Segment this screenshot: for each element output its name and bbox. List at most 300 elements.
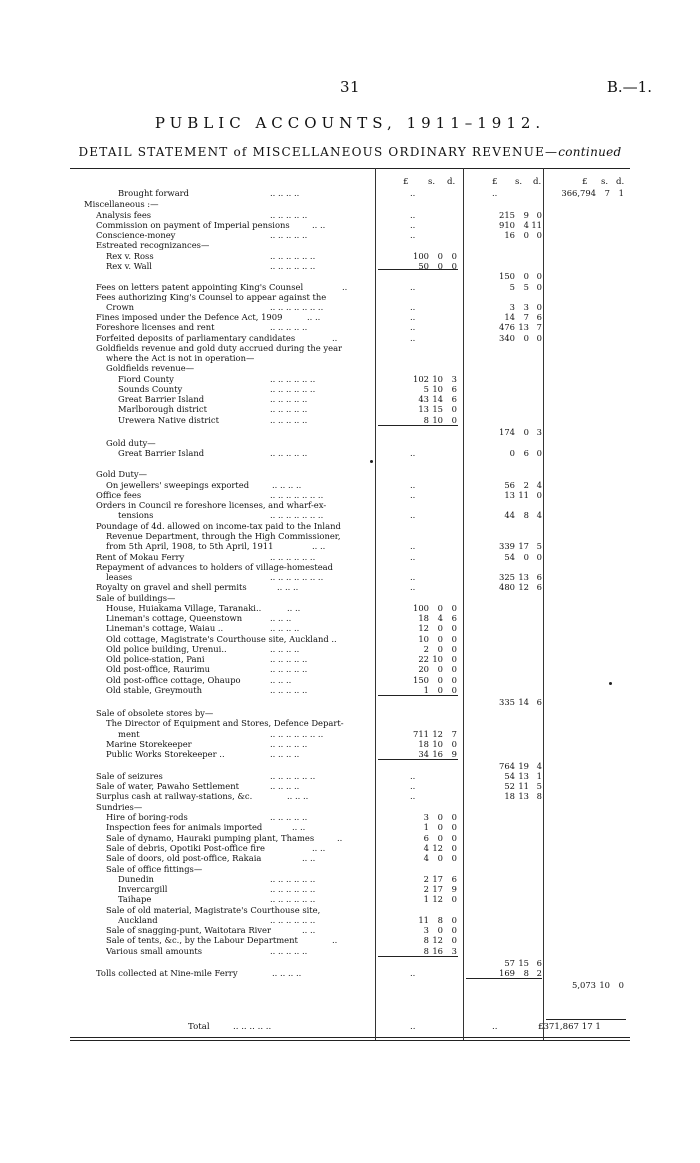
row-label: Brought forward (118, 188, 190, 198)
col2-pounds: 56 (504, 480, 515, 490)
row-label: Various small amounts (106, 946, 203, 956)
col1-pounds: 2 (423, 874, 429, 884)
col1-pence: 0 (451, 812, 457, 822)
col1-dots: .. (410, 510, 416, 520)
col1-pence: 0 (451, 654, 457, 664)
row-label: leases (106, 572, 133, 582)
col2-pence: 6 (536, 582, 542, 592)
col1-pounds: 18 (418, 613, 429, 623)
col2-shillings: 8 (523, 968, 529, 978)
col1-pounds: 34 (418, 749, 429, 759)
col2-pounds: 764 (499, 761, 515, 771)
col2-pounds: 480 (499, 582, 515, 592)
col1-pence: 0 (451, 675, 457, 685)
col1-pounds: 8 (423, 415, 429, 425)
table-row (0, 343, 700, 353)
col1-pounds: 13 (418, 404, 429, 414)
col1-shillings: 8 (437, 915, 443, 925)
leader-dots: .. .. .. .. (270, 781, 300, 791)
col1-pounds-header: £ (403, 177, 409, 187)
col3-pence: 0 (618, 980, 624, 990)
col1-dots: .. (410, 572, 416, 582)
leader-dots: .. .. (302, 925, 316, 935)
col1-shillings: 0 (437, 853, 443, 863)
row-label: Sale of doors, old post-office, Rakaia (106, 853, 262, 863)
col2-dots: .. (492, 188, 498, 198)
col2-shillings: 4 (523, 220, 529, 230)
col1-pounds: 11 (418, 915, 429, 925)
col2-pence: 0 (536, 230, 542, 240)
col2-pence: 3 (536, 427, 542, 437)
col1-pence: 0 (451, 404, 457, 414)
row-label: Fees authorizing King's Counsel to appear against the (96, 292, 327, 302)
leader-dots: .. .. .. .. (270, 749, 300, 759)
col2-shillings: 13 (518, 572, 529, 582)
leader-dots: .. .. (312, 843, 326, 853)
col1-dots: .. (410, 188, 416, 198)
col1-pence: 9 (451, 749, 457, 759)
col1-pence: 0 (451, 634, 457, 644)
col1-pounds: 50 (418, 261, 429, 271)
table-row (0, 812, 700, 822)
col2-pence: 6 (536, 312, 542, 322)
leader-dots: .. .. (292, 822, 306, 832)
col1-pounds: 18 (418, 739, 429, 749)
table-row (0, 822, 700, 832)
col1-dots: .. (410, 771, 416, 781)
table-row (0, 644, 700, 654)
col1-dots: .. (410, 781, 416, 791)
col1-pence: 0 (451, 261, 457, 271)
col2-shillings: 0 (523, 230, 529, 240)
table-row (0, 322, 700, 332)
row-label: Public Works Storekeeper .. (106, 749, 225, 759)
col1-pounds: 102 (413, 374, 429, 384)
col2-pence: 5 (536, 781, 542, 791)
table-row (0, 634, 700, 644)
col2-pence: 11 (531, 220, 542, 230)
col3-pounds: 5,073 (572, 980, 596, 990)
col2-shillings: 14 (518, 697, 529, 707)
col3-pence-header: d. (616, 177, 625, 187)
table-row (0, 958, 700, 968)
row-label: Forfeited deposits of parliamentary candidates (96, 333, 296, 343)
table-row (0, 874, 700, 884)
page-number: 31 (339, 78, 361, 96)
col2-pence: 0 (536, 302, 542, 312)
row-label: Sale of buildings— (96, 593, 176, 603)
total-label: Total (188, 1022, 210, 1032)
leader-dots: .. .. .. .. .. (270, 415, 308, 425)
table-row (0, 925, 700, 935)
col2-pence: 0 (536, 490, 542, 500)
col2-shillings: 9 (523, 210, 529, 220)
table-row (0, 968, 700, 978)
table-row (0, 427, 700, 437)
table-row (0, 718, 700, 728)
col1-pounds: 2 (423, 884, 429, 894)
row-label: Sale of tents, &c., by the Labour Department (106, 935, 298, 945)
table-row (0, 271, 700, 281)
col1-pence: 0 (451, 739, 457, 749)
col1-pence: 0 (451, 623, 457, 633)
row-label: House, Huiakama Village, Taranaki.. (106, 603, 262, 613)
col2-pounds-header: £ (492, 177, 498, 187)
row-label: Old post-office, Raurimu (106, 664, 211, 674)
col1-pounds: 8 (423, 935, 429, 945)
col2-pounds: 14 (504, 312, 515, 322)
row-label: Sale of seizures (96, 771, 163, 781)
col2-pence: 4 (536, 510, 542, 520)
col1-shillings: 0 (437, 822, 443, 832)
col1-dots: .. (410, 480, 416, 490)
col1-pence: 7 (451, 729, 457, 739)
col1-pence: 0 (451, 833, 457, 843)
col2-shillings: 11 (518, 490, 529, 500)
row-label: Sale of dynamo, Hauraki pumping plant, Thames (106, 833, 315, 843)
col1-shillings: 10 (432, 374, 443, 384)
col2-shillings: 7 (523, 312, 529, 322)
col1-shillings: 10 (432, 384, 443, 394)
table-row (0, 363, 700, 373)
row-label: Surplus cash at railway-stations, &c. (96, 791, 253, 801)
leader-dots: .. .. .. .. .. .. .. (270, 729, 324, 739)
col1-shillings: 0 (437, 685, 443, 695)
table-row (0, 240, 700, 250)
col1-shillings: 0 (437, 812, 443, 822)
table-row (0, 905, 700, 915)
row-label: Dunedin (118, 874, 154, 884)
col1-pounds: 22 (418, 654, 429, 664)
row-label: Old post-office cottage, Ohaupo (106, 675, 241, 685)
col1-dots: .. (410, 448, 416, 458)
table-row (0, 220, 700, 230)
row-label: Old police-station, Pani (106, 654, 205, 664)
row-label: Rex v. Ross (106, 251, 154, 261)
col1-pounds: 1 (423, 894, 429, 904)
row-label: Crown (106, 302, 135, 312)
col2-pence: 0 (536, 282, 542, 292)
row-label: Fines imposed under the Defence Act, 1909 (96, 312, 283, 322)
col1-dots: .. (410, 302, 416, 312)
col1-dots: .. (410, 541, 416, 551)
col1-pence-header: d. (447, 177, 456, 187)
col1-shillings: 0 (437, 603, 443, 613)
col1-pounds: 100 (413, 251, 429, 261)
leader-dots: .. .. .. (270, 675, 292, 685)
table-row (0, 438, 700, 448)
table-row (0, 946, 700, 956)
row-label: Invercargill (118, 884, 168, 894)
table-row (0, 469, 700, 479)
col1-dots: .. (410, 230, 416, 240)
table-row (0, 510, 700, 520)
leader-dots: .. .. .. .. .. .. .. (270, 572, 324, 582)
table-row (0, 572, 700, 582)
table-row (0, 664, 700, 674)
col2-pounds: 13 (504, 490, 515, 500)
col2-shillings: 0 (523, 552, 529, 562)
row-label: Fiord County (118, 374, 174, 384)
col2-pounds: 910 (499, 220, 515, 230)
subtitle-continued: continued (558, 145, 622, 159)
leader-dots: .. .. .. .. .. (270, 322, 308, 332)
row-label: Goldfields revenue— (106, 363, 195, 373)
leader-dots: .. .. .. .. (270, 623, 300, 633)
col2-pounds: 18 (504, 791, 515, 801)
table-row (0, 261, 700, 271)
col1-pence: 0 (451, 685, 457, 695)
table-row (0, 552, 700, 562)
row-label: Revenue Department, through the High Commissioner, (106, 531, 341, 541)
col2-pence: 4 (536, 761, 542, 771)
col1-pounds: 2 (423, 644, 429, 654)
col1-shillings: 10 (432, 739, 443, 749)
row-label: Analysis fees (96, 210, 152, 220)
col1-pounds: 3 (423, 925, 429, 935)
leader-dots: .. .. .. .. .. (270, 812, 308, 822)
table-row (0, 708, 700, 718)
leader-dots: .. .. .. .. (272, 480, 302, 490)
leader-dots: .. .. .. .. .. .. (270, 894, 316, 904)
col2-shillings: 17 (518, 541, 529, 551)
table-row (0, 404, 700, 414)
table-row (0, 833, 700, 843)
table-row (0, 884, 700, 894)
col2-shillings: 13 (518, 791, 529, 801)
col2-pence-header: d. (533, 177, 542, 187)
table-row (0, 210, 700, 220)
col1-shillings: 10 (432, 654, 443, 664)
row-label: Gold duty— (106, 438, 156, 448)
table-row (0, 490, 700, 500)
col1-pence: 0 (451, 251, 457, 261)
col2-pounds: 335 (499, 697, 515, 707)
col1-shillings: 12 (432, 935, 443, 945)
col1-dots: .. (410, 220, 416, 230)
leader-dots: .. .. .. .. (270, 188, 300, 198)
col1-pounds: 4 (423, 853, 429, 863)
row-label: On jewellers' sweepings exported (106, 480, 250, 490)
table-row (0, 729, 700, 739)
col1-pence: 6 (451, 384, 457, 394)
table-row (0, 675, 700, 685)
leader-dots: .. .. .. .. .. .. (270, 915, 316, 925)
leader-dots: .. .. .. .. .. .. .. (270, 510, 324, 520)
row-label: Great Barrier Island (118, 394, 205, 404)
leader-dots: .. .. .. .. .. (270, 685, 308, 695)
col2-pence: 5 (536, 541, 542, 551)
leader-dots: .. .. .. .. .. .. .. (270, 490, 324, 500)
col2-shillings: 3 (523, 302, 529, 312)
col2-pounds: 52 (504, 781, 515, 791)
col1-pounds: 1 (423, 685, 429, 695)
table-row (0, 864, 700, 874)
leader-dots: .. .. .. .. .. .. (270, 552, 316, 562)
col2-pounds: 57 (504, 958, 515, 968)
col3-pounds-header: £ (582, 177, 588, 187)
col1-pence: 0 (451, 664, 457, 674)
leader-dots: .. .. .. .. .. .. (270, 374, 316, 384)
col1-pounds: 10 (418, 634, 429, 644)
col1-pence: 3 (451, 374, 457, 384)
col1-pence: 6 (451, 613, 457, 623)
col1-pence: 0 (451, 853, 457, 863)
col2-pounds: 16 (504, 230, 515, 240)
table-row (0, 312, 700, 322)
table-row (0, 603, 700, 613)
col1-dots: .. (410, 791, 416, 801)
col2-pounds: 5 (509, 282, 515, 292)
row-label: Taihape (118, 894, 152, 904)
table-row (0, 353, 700, 363)
col2-pence: 6 (536, 697, 542, 707)
row-label: Tolls collected at Nine-mile Ferry (96, 968, 238, 978)
table-row (0, 384, 700, 394)
row-label: Estreated recognizances— (96, 240, 210, 250)
leader-dots: .. .. .. .. .. .. (270, 771, 316, 781)
col1-dots: .. (410, 582, 416, 592)
leader-dots: .. .. .. .. .. (270, 946, 308, 956)
col1-pence: 6 (451, 394, 457, 404)
document-reference: B.—1. (606, 78, 652, 96)
table-row (0, 915, 700, 925)
col2-pence: 0 (536, 448, 542, 458)
col2-shillings: 6 (523, 448, 529, 458)
col2-pence: 6 (536, 572, 542, 582)
col2-pounds: 325 (499, 572, 515, 582)
col2-pounds: 476 (499, 322, 515, 332)
total-col2-dots: .. (492, 1022, 498, 1032)
leader-dots: .. .. (302, 853, 316, 863)
col1-pence: 0 (451, 843, 457, 853)
col3-shillings-header: s. (601, 177, 609, 187)
leader-dots: .. .. .. .. .. .. .. (270, 302, 324, 312)
col2-shillings: 8 (523, 510, 529, 520)
table-row (0, 541, 700, 551)
col2-pounds: 44 (504, 510, 515, 520)
table-row (0, 843, 700, 853)
table-row (0, 448, 700, 458)
col1-dots: .. (410, 968, 416, 978)
table-row (0, 739, 700, 749)
col2-shillings: 5 (523, 282, 529, 292)
col1-dots: .. (410, 322, 416, 332)
col1-shillings: 16 (432, 946, 443, 956)
leader-dots: .. .. .. .. (272, 968, 302, 978)
col3-shillings: 7 (604, 188, 610, 198)
col1-pounds: 4 (423, 843, 429, 853)
col1-shillings: 0 (437, 623, 443, 633)
col2-shillings: 2 (523, 480, 529, 490)
total-leader: .. .. .. .. .. (233, 1022, 272, 1032)
row-label: Hire of boring-rods (106, 812, 188, 822)
col1-pence: 0 (451, 894, 457, 904)
grand-total: £371,867 17 1 (538, 1022, 601, 1032)
row-label: Great Barrier Island (118, 448, 205, 458)
table-row (0, 582, 700, 592)
col2-shillings: 19 (518, 761, 529, 771)
table-row (0, 771, 700, 781)
row-label: Lineman's cottage, Queenstown (106, 613, 243, 623)
col2-pence: 0 (536, 333, 542, 343)
col2-pence: 0 (536, 552, 542, 562)
row-label: Fees on letters patent appointing King's Counsel (96, 282, 304, 292)
table-row (0, 562, 700, 572)
col1-shillings-header: s. (428, 177, 436, 187)
col2-pence: 4 (536, 480, 542, 490)
row-label: Office fees (96, 490, 142, 500)
col2-pounds: 339 (499, 541, 515, 551)
leader-dots: .. .. .. (277, 582, 299, 592)
col1-shillings: 16 (432, 749, 443, 759)
table-row (0, 521, 700, 531)
col1-pence: 0 (451, 925, 457, 935)
leader-dots: .. .. .. .. .. (270, 404, 308, 414)
col1-pounds: 100 (413, 603, 429, 613)
table-row (0, 613, 700, 623)
leader-dots: .. .. .. (287, 791, 309, 801)
col1-pence: 0 (451, 935, 457, 945)
col2-shillings: 15 (518, 958, 529, 968)
row-label: Marlborough district (118, 404, 207, 414)
leader-dots: .. .. .. .. .. (270, 739, 308, 749)
col2-pounds: 54 (504, 771, 515, 781)
col2-shillings: 11 (518, 781, 529, 791)
table-row (0, 781, 700, 791)
col1-pounds: 20 (418, 664, 429, 674)
col1-pounds: 6 (423, 833, 429, 843)
row-label: Goldfields revenue and gold duty accrued during the year (96, 343, 343, 353)
table-row (0, 749, 700, 759)
col1-shillings: 4 (437, 613, 443, 623)
row-label: Urewera Native district (118, 415, 219, 425)
col1-dots: .. (410, 210, 416, 220)
col2-shillings: 12 (518, 582, 529, 592)
col2-pounds: 169 (499, 968, 515, 978)
leader-dots: .. (332, 333, 338, 343)
col1-dots: .. (410, 282, 416, 292)
table-row (0, 654, 700, 664)
table-row (0, 980, 700, 990)
row-label: Old cottage, Magistrate's Courthouse site, Auckland .. (106, 634, 337, 644)
leader-dots: .. .. .. .. .. (270, 664, 308, 674)
leader-dots: .. .. .. .. .. (270, 230, 308, 240)
col2-shillings: 0 (523, 427, 529, 437)
col1-pounds: 150 (413, 675, 429, 685)
col2-shillings: 13 (518, 771, 529, 781)
col1-shillings: 17 (432, 874, 443, 884)
row-label: Commission on payment of Imperial pensions (96, 220, 290, 230)
col1-shillings: 0 (437, 925, 443, 935)
table-row (0, 292, 700, 302)
row-label: Auckland (118, 915, 158, 925)
row-label: Marine Storekeeper (106, 739, 192, 749)
col1-dots: .. (410, 333, 416, 343)
col1-shillings: 12 (432, 843, 443, 853)
table-row (0, 374, 700, 384)
row-label: Gold Duty— (96, 469, 148, 479)
col3-pounds: 366,794 (561, 188, 596, 198)
leader-dots: .. .. .. (270, 613, 292, 623)
row-label: Inspection fees for animals imported (106, 822, 263, 832)
leader-dots: .. .. .. .. .. .. (270, 884, 316, 894)
col2-pounds: 0 (509, 448, 515, 458)
table-row (0, 500, 700, 510)
row-label: Old stable, Greymouth (106, 685, 203, 695)
col1-dots: .. (410, 552, 416, 562)
col2-pence: 0 (536, 271, 542, 281)
